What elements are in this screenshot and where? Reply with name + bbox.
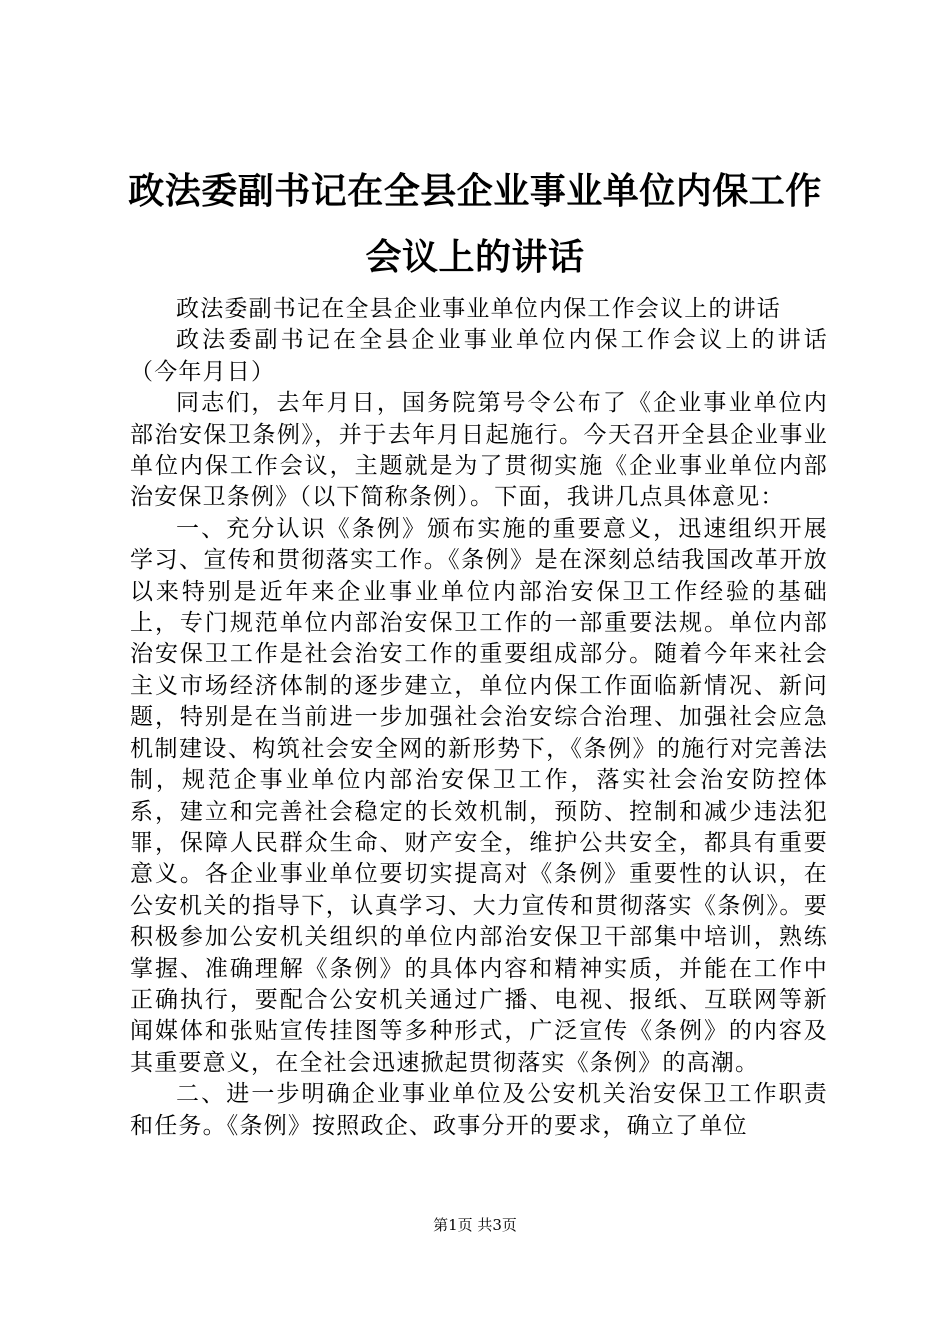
document-title: 政法委副书记在全县企业事业单位内保工作会议上的讲话 (128, 170, 822, 278)
paragraph-section-2: 二、进一步明确企业事业单位及公安机关治安保卫工作职责和任务。《条例》按照政企、政事分开的要求，确立了单位 (130, 1081, 828, 1139)
paragraph-intro: 同志们，去年月日，国务院第号令公布了《企业事业单位内部治安保卫条例》，并于去年月日起施行。今天召开全县企业事业单位内保工作会议，主题就是为了贯彻实施《企业事业单位内部治安保卫条例》（以下简称条例）。下面，我讲几点具体意见： (130, 390, 828, 511)
paragraph-section-1: 一、充分认识《条例》颁布实施的重要意义，迅速组织开展学习、宣传和贯彻落实工作。《条例》是在深刻总结我国改革开放以来特别是近年来企业事业单位内部治安保卫工作经验的基础上，专门规范单位内部治安保卫工作的一部重要法规。单位内部治安保卫工作是社会治安工作的重要组成部分。随着今年来社会主义市场经济体制的逐步建立，单位内保工作面临新情况、新问题，特别是在当前进一步加强社会治安综合治理、加强社会应急机制建设、构筑社会安全网的新形势下，《条例》的施行对完善法制，规范企事业单位内部治安保卫工作，落实社会治安防控体系，建立和完善社会稳定的长效机制，预防、控制和减少违法犯罪，保障人民群众生命、财产安全，维护公共安全，都具有重要意义。各企业事业单位要切实提高对《条例》重要性的认识，在公安机关的指导下，认真学习、大力宣传和贯彻落实《条例》。要积极参加公安机关组织的单位内部治安保卫干部集中培训，熟练掌握、准确理解《条例》的具体内容和精神实质，并能在工作中正确执行，要配合公安机关通过广播、电视、报纸、互联网等新闻媒体和张贴宣传挂图等多种形式，广泛宣传《条例》的内容及其重要意义，在全社会迅速掀起贯彻落实《条例》的高潮。 (130, 515, 828, 1076)
document-body (130, 294, 828, 1142)
page-footer: 第1页 共3页 (433, 1216, 517, 1234)
paragraph-subtitle: 政法委副书记在全县企业事业单位内保工作会议上的讲话 (176, 296, 781, 322)
paragraph-subtitle-date: 政法委副书记在全县企业事业单位内保工作会议上的讲话（今年月日） (130, 327, 828, 385)
